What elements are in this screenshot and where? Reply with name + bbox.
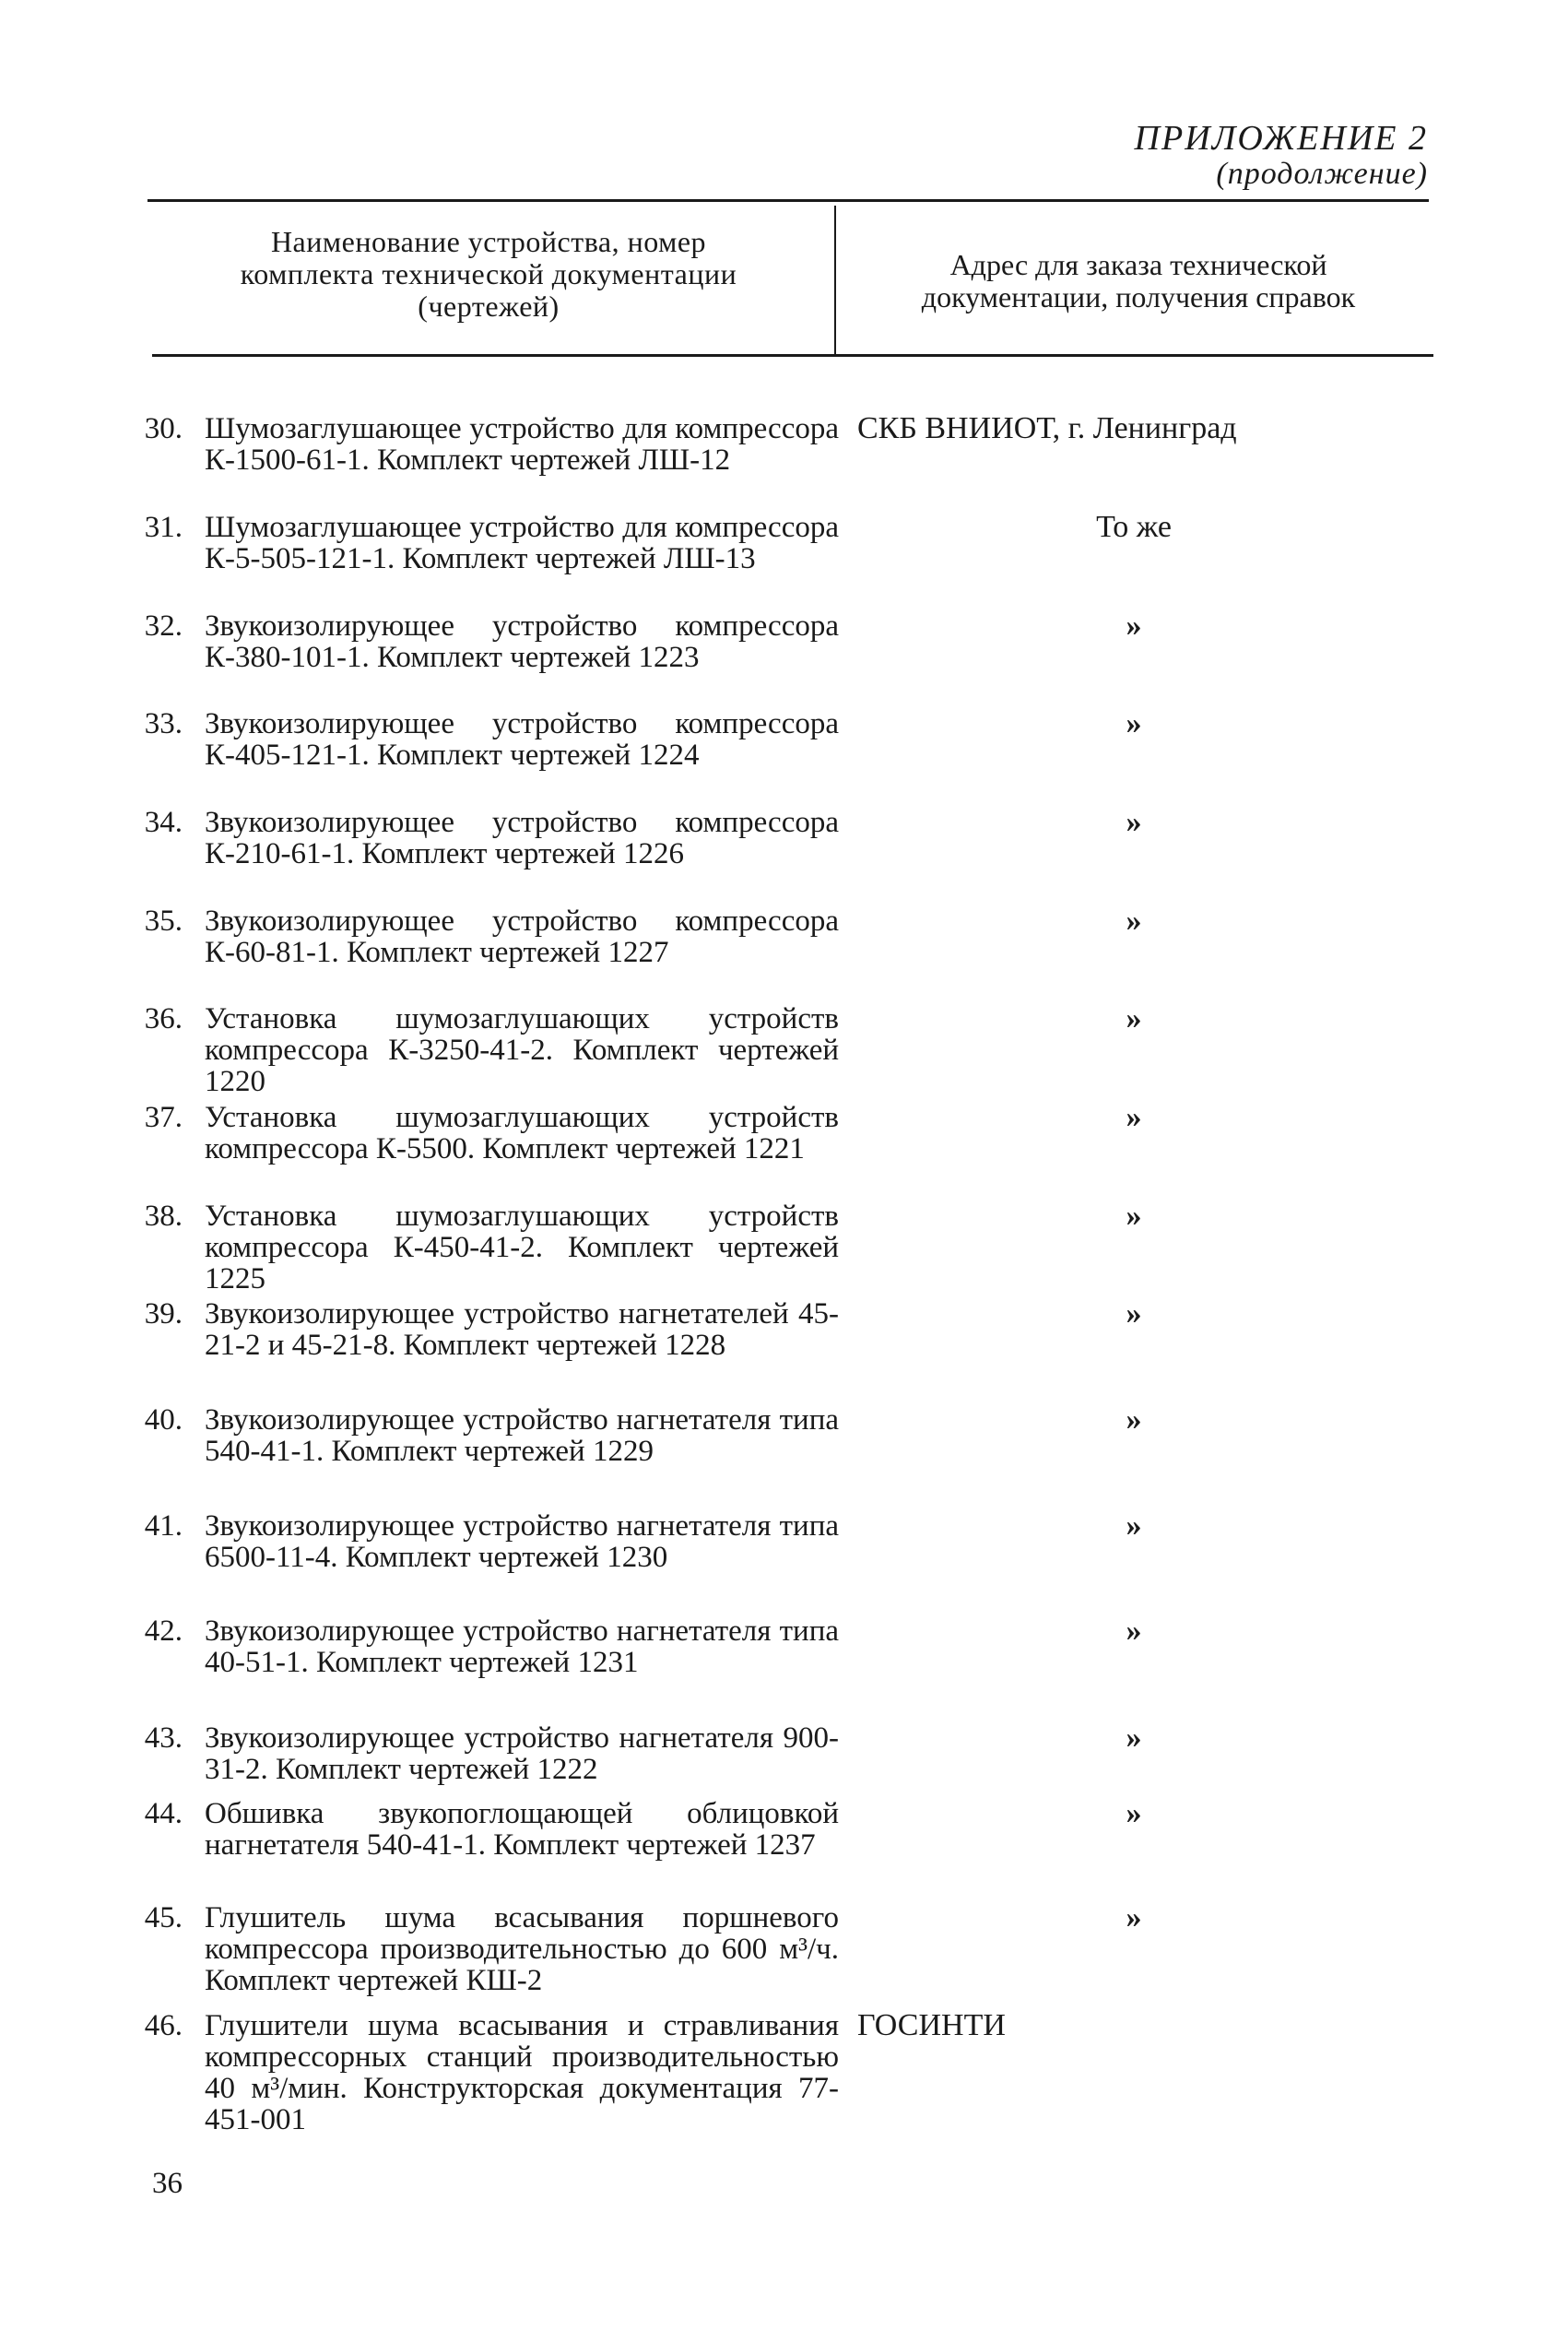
row-number: 37. [144,1101,183,1134]
row-number: 45. [144,1901,183,1934]
row-number: 46. [144,2009,183,2042]
header-col2-line2: документации, получения справок [921,280,1356,313]
row-number: 40. [144,1403,183,1437]
row-address-ditto: » [1126,1402,1142,1437]
row-address-ditto: » [1126,609,1142,643]
row-number: 33. [144,707,183,740]
row-address-ditto: » [1126,1001,1142,1035]
appendix-title-main: ПРИЛОЖЕНИЕ 2 [1134,119,1428,158]
row-address-ditto: » [1126,1296,1142,1331]
appendix-title [1135,120,1428,192]
header-col1-line3: (чертежей) [418,290,560,323]
row-address-ditto: » [1126,1199,1142,1233]
row-address-ditto: » [1126,805,1142,839]
row-number: 36. [144,1002,183,1035]
row-address-ditto: » [1126,1614,1142,1648]
row-description: Шумозаглушающее устройство для компрессора К-1500-61-1. Комплект чертежей ЛШ-12 [205,412,839,477]
row-address: СКБ ВНИИОТ, г. Ленинград [857,411,1237,445]
row-description: Звукоизолирующее устройство компрессора К-405-121-1. Комплект чертежей 1224 [205,707,839,772]
row-description: Шумозаглушающее устройство для компрессора К-5-505-121-1. Комплект чертежей ЛШ-13 [205,511,839,575]
appendix-title-continuation: (продолжение) [1216,157,1428,192]
row-address-ditto: » [1126,706,1142,740]
row-number: 30. [144,412,183,445]
row-number: 35. [144,905,183,938]
header-col1-line1: Наименование устройства, номер [270,225,707,258]
row-number: 38. [144,1200,183,1233]
row-description: Звукоизолирующее устройство компрессора К-380-101-1. Комплект чертежей 1223 [205,609,839,674]
table-top-rule [147,199,1429,202]
header-col1-line2: комплекта технической документации [240,257,737,290]
row-description: Установка шумозаглушающих устройств компрессора К-3250-41-2. Комплект чертежей 1220 [205,1002,839,1098]
row-number: 32. [144,609,183,643]
row-number: 34. [144,806,183,839]
row-address: То же [1096,510,1172,544]
row-number: 31. [144,511,183,544]
page-number: 36 [152,2167,183,2200]
row-address: ГОСИНТИ [857,2008,1006,2042]
table-header-address-column [853,249,1424,313]
row-address-ditto: » [1126,1796,1142,1830]
row-description: Звукоизолирующее устройство нагнетателя типа 540-41-1. Комплект чертежей 1229 [205,1403,839,1468]
row-description: Обшивка звукопоглощающей облицовкой нагнетателя 540-41-1. Комплект чертежей 1237 [205,1797,839,1862]
row-address-ditto: » [1126,904,1142,938]
row-address-ditto: » [1126,1900,1142,1934]
row-number: 42. [144,1614,183,1648]
row-description: Установка шумозаглушающих устройств компрессора К-5500. Комплект чертежей 1221 [205,1101,839,1165]
row-address-ditto: » [1126,1100,1142,1134]
row-number: 43. [144,1721,183,1755]
row-description: Глушитель шума всасывания поршневого компрессора производительностью до 600 м³/ч. Комплект чертежей КШ-2 [205,1901,839,1997]
row-address-ditto: » [1126,1508,1142,1543]
table-header-bottom-rule [152,354,1433,357]
row-description: Звукоизолирующее устройство нагнетателя типа 6500-11-4. Комплект чертежей 1230 [205,1509,839,1574]
row-description: Звукоизолирующее устройство компрессора К-60-81-1. Комплект чертежей 1227 [205,905,839,969]
row-address-ditto: » [1126,1721,1142,1755]
row-number: 41. [144,1509,183,1543]
row-number: 39. [144,1297,183,1331]
row-description: Звукоизолирующее устройство нагнетателя типа 40-51-1. Комплект чертежей 1231 [205,1614,839,1679]
row-description: Звукоизолирующее устройство нагнетателей 45-21-2 и 45-21-8. Комплект чертежей 1228 [205,1297,839,1362]
table-header-name-column [157,226,820,323]
row-description: Установка шумозаглушающих устройств компрессора К-450-41-2. Комплект чертежей 1225 [205,1200,839,1295]
row-description: Звукоизолирующее устройство компрессора К-210-61-1. Комплект чертежей 1226 [205,806,839,870]
row-number: 44. [144,1797,183,1830]
row-description: Глушители шума всасывания и стравливания компрессорных станций производительностью 40 м³/мин. Конструкторская документация 77-451-001 [205,2009,839,2136]
header-col2-line1: Адрес для заказа технической [949,248,1327,281]
header-column-divider [834,206,836,357]
row-description: Звукоизолирующее устройство нагнетателя 900-31-2. Комплект чертежей 1222 [205,1721,839,1786]
